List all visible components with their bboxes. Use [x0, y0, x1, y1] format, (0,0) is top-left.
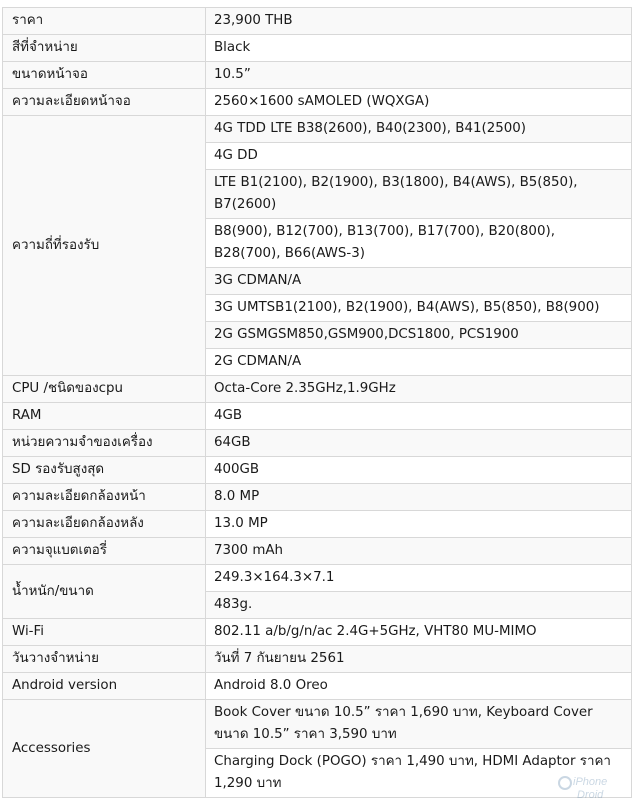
spec-row	[3, 116, 632, 143]
spec-value: 400GB	[206, 457, 632, 484]
spec-value: Charging Dock (POGO) ราคา 1,490 บาท, HDMI Adaptor ราคา 1,290 บาท	[206, 749, 632, 798]
spec-label: ความถี่ที่รองรับ	[3, 116, 206, 376]
spec-label: SD รองรับสูงสุด	[3, 457, 206, 484]
spec-value: 4G TDD LTE B38(2600), B40(2300), B41(2500)	[206, 116, 632, 143]
watermark-logo	[557, 771, 617, 803]
spec-value: 13.0 MP	[206, 511, 632, 538]
spec-row	[3, 511, 632, 538]
spec-label: ราคา	[3, 8, 206, 35]
spec-table	[2, 7, 632, 798]
spec-value: 249.3×164.3×7.1	[206, 565, 632, 592]
spec-value: 2G CDMAN/A	[206, 349, 632, 376]
spec-label: ความละเอียดกล้องหลัง	[3, 511, 206, 538]
spec-row	[3, 62, 632, 89]
spec-row	[3, 484, 632, 511]
spec-value: 2G GSMGSM850,GSM900,DCS1800, PCS1900	[206, 322, 632, 349]
spec-label: CPU /ชนิดของcpu	[3, 376, 206, 403]
spec-value: 4G DD	[206, 143, 632, 170]
spec-label: หน่วยความจำของเครื่อง	[3, 430, 206, 457]
spec-value: 802.11 a/b/g/n/ac 2.4G+5GHz, VHT80 MU-MIMO	[206, 619, 632, 646]
watermark-line2: Droid	[577, 789, 604, 801]
watermark-line1: iPhone	[573, 776, 608, 788]
spec-label: Android version	[3, 673, 206, 700]
spec-row	[3, 673, 632, 700]
spec-value: 23,900 THB	[206, 8, 632, 35]
spec-row	[3, 35, 632, 62]
spec-value: Android 8.0 Oreo	[206, 673, 632, 700]
spec-label: สีที่จำหน่าย	[3, 35, 206, 62]
spec-value: Book Cover ขนาด 10.5” ราคา 1,690 บาท, Keyboard Cover ขนาด 10.5” ราคา 3,590 บาท	[206, 700, 632, 749]
spec-label: ขนาดหน้าจอ	[3, 62, 206, 89]
spec-value: 3G UMTSB1(2100), B2(1900), B4(AWS), B5(850), B8(900)	[206, 295, 632, 322]
spec-label: RAM	[3, 403, 206, 430]
spec-value: B8(900), B12(700), B13(700), B17(700), B20(800), B28(700), B66(AWS-3)	[206, 219, 632, 268]
spec-label: ความจุแบตเตอรี่	[3, 538, 206, 565]
spec-value: วันที่ 7 กันยายน 2561	[206, 646, 632, 673]
spec-label: วันวางจำหน่าย	[3, 646, 206, 673]
spec-row	[3, 376, 632, 403]
spec-table-body	[3, 8, 632, 798]
spec-value: 3G CDMAN/A	[206, 268, 632, 295]
spec-value: 7300 mAh	[206, 538, 632, 565]
spec-label: Accessories	[3, 700, 206, 798]
spec-label: Wi-Fi	[3, 619, 206, 646]
spec-row	[3, 457, 632, 484]
spec-value: LTE B1(2100), B2(1900), B3(1800), B4(AWS), B5(850), B7(2600)	[206, 170, 632, 219]
spec-value: 10.5”	[206, 62, 632, 89]
spec-value: 8.0 MP	[206, 484, 632, 511]
spec-row	[3, 8, 632, 35]
spec-row	[3, 646, 632, 673]
spec-row	[3, 538, 632, 565]
spec-label: ความละเอียดกล้องหน้า	[3, 484, 206, 511]
spec-value: 4GB	[206, 403, 632, 430]
watermark-circle-icon	[559, 777, 571, 789]
spec-row	[3, 403, 632, 430]
spec-value: Black	[206, 35, 632, 62]
spec-value: Octa-Core 2.35GHz,1.9GHz	[206, 376, 632, 403]
spec-row	[3, 89, 632, 116]
spec-value: 483g.	[206, 592, 632, 619]
spec-label: น้ำหนัก/ขนาด	[3, 565, 206, 619]
spec-value: 64GB	[206, 430, 632, 457]
spec-row	[3, 700, 632, 749]
spec-row	[3, 430, 632, 457]
spec-row	[3, 619, 632, 646]
spec-value: 2560×1600 sAMOLED (WQXGA)	[206, 89, 632, 116]
spec-label: ความละเอียดหน้าจอ	[3, 89, 206, 116]
spec-row	[3, 565, 632, 592]
